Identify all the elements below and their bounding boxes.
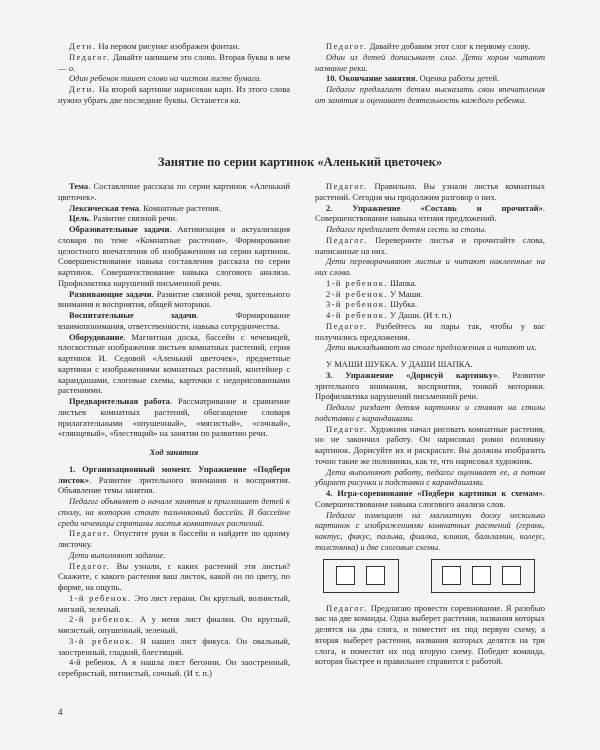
paragraph: 3-й ребенок. Шубка. [326, 299, 418, 310]
paragraph: 2-й ребенок. У Маши. [326, 288, 423, 299]
lexical-topic: Лексическая тема. Комнатные растения. [69, 202, 221, 213]
section-heading: 4. Игра-соревнование «Подбери картинки к схемам». Совершенствование навыка слогового анализа слов. [315, 488, 545, 509]
section-heading: 1. Организационный момент. Упражнение «Подбери листок». Развитие зрительного внимания и восприятия. Объявление темы занятия. [58, 463, 290, 496]
stage-direction: Педагог помещает на магнитную доску несколько картинок с изображениями комнатных растений (герань, кактус, фикус, пальма, фиалка, кливия, бальзамин, колеус, толстянка) и две слоговые схемы. [315, 509, 545, 552]
section-heading: 3. Упражнение «Дорисуй картинку». Развитие зрительного внимания, восприятия, тонкой моторики. Профилактика нарушений письменной речи. [315, 369, 545, 402]
section-heading: 10. Окончание занятия. Оценка работы детей. [326, 73, 500, 84]
stage-direction: Педагог объявляет о начале занятия и приглашает детей к столу, на котором стоит пальчиковый бассейн. В бассейне среди чечевицы спрятаны листья комнатных растений. [58, 496, 290, 528]
syllable-cell [442, 566, 461, 585]
paragraph: 4-й ребенок. А я нашла лист бегонии. Он заостренный, серебристый, пятнистый, сочный. (И т. п.) [58, 657, 290, 678]
main-right-column [315, 181, 545, 667]
stage-direction: Педагог предлагает детям сесть за столы. [326, 224, 487, 234]
syllable-cell [472, 566, 491, 585]
topic: Тема. Составление рассказа по серии картинок «Аленький цветочек». [58, 181, 290, 202]
paragraph: 1-й ребенок. Это лист герани. Он круглый, волнистый, мягкий, зеленый. [58, 592, 290, 614]
sentences: У МАШИ ШУБКА. У ДАШИ ШАПКА. [326, 359, 473, 369]
lesson-course-heading: Ход занятия [149, 447, 199, 457]
paragraph: Педагог. Переверните листья и прочитайте слова, написанные на них. [315, 234, 545, 256]
paragraph: Педагог. Художник начал рисовать комнатные растения, но не закончил работу. Он нарисовал ровно половину картинок. Дорисуйте их и раскрасьте. Вы должны изобразить точно такие же половинки, как те, что нарисовал художник. [315, 423, 545, 466]
equipment: Оборудование. Магнитная доска, бассейн с чечевицей, плоскостные изображения листьев комнатных растений, серия картинок И. Седовой «Аленький цветочек», предметные картинки с изображениями комнатных растений, контейнер с карандашами, слоговые схемы, карточки с недорисованными растениями. [58, 331, 290, 396]
paragraph: Педагог. Опустите руки в бассейн и найдите по одному листочку. [58, 528, 290, 549]
stage-direction: Педагог раздает детям картинки и ставит на столы подставки с карандашами. [315, 402, 545, 423]
paragraph: 3-й ребенок. Я нашел лист фикуса. Он овальный, заостренный, гладкий, блестящий. [58, 635, 290, 657]
top-right-column [315, 41, 545, 106]
paragraph: 4-й ребенок. У Даши. (И т. п.) [326, 310, 452, 320]
stage-direction: Дети выполняют задание. [69, 549, 166, 560]
paragraph: Дети. На первом рисунке изображен фонтан. [69, 41, 240, 51]
syllable-scheme-two [323, 559, 399, 593]
paragraph: Педагог. Разбейтесь на пары так, чтобы у вас получились предложения. [315, 320, 545, 342]
page-number: 4 [58, 707, 63, 717]
stage-direction: Один ребенок пишет слово на чистом листе бумаги. [69, 73, 262, 84]
syllable-cell [366, 566, 385, 585]
paragraph: Педагог. Вы узнали, с каких растений эти листья? Скажите, с какого растения ваш листок, какой он по цвету, по форме, на ощупь. [58, 560, 290, 592]
preliminary-work: Предварительная работа. Рассматривание и сравнение листьев комнатных растений, обогащение словаря прилагательными «опушенный», «мясистый», «сочный», «глянцевый», «блестящий» на занятии по развитию речи. [58, 396, 290, 439]
paragraph: 2-й ребенок. А у меня лист фиалки. Он круглый, мясистый, опушенный, зеленый. [58, 614, 290, 635]
stage-direction: Дети выкладывают на столе предложения и читают их. [326, 342, 537, 353]
section-heading: 2. Упражнение «Составь и прочитай». Совершенствование навыка чтения предложений. [315, 202, 545, 224]
paragraph: Педагог. Предлагаю провести соревнование. Я разобью вас на две команды. Одна выберет растения, названия которых делятся на два слога, и поместит их под первую схему, а вторая выберет растения, названия которых делятся на три слога, и поместит их под вторую схему. Победит команда, которая быстрее и правильнее справится с работой. [315, 602, 545, 667]
goal: Цель. Развитие связной речи. [69, 213, 178, 224]
stage-direction: Один из детей дописывает слог. Дети хором читают название реки. [315, 51, 545, 73]
main-left-column [58, 181, 290, 679]
syllable-schemes [315, 559, 545, 599]
paragraph: Дети. На второй картинке нарисован карп. Из этого слова нужно убрать две последние буквы. Останется ка. [58, 84, 290, 105]
upbringing-tasks: Воспитательные задачи. Формирование взаимопонимания, ответственности, навыка сотрудничества. [58, 310, 290, 331]
educational-tasks: Образовательные задачи. Активизация и актуализация словаря по теме «Комнатные растения». Формирование целостного впечатления об изображенном на серии картинок. Совершенствование навыка составления рассказа по серии картинок. Совершенствование навыка слогового анализа. Профилактика нарушений письменной речи. [58, 224, 290, 288]
syllable-cell [502, 566, 521, 585]
developmental-tasks: Развивающие задачи. Развитие связной речи, зрительного внимания и восприятия, общей моторики. [58, 288, 290, 310]
lesson-title: Занятие по серии картинок «Аленький цветочек» [157, 155, 443, 169]
syllable-scheme-three [431, 559, 535, 593]
top-left-column [58, 41, 290, 106]
stage-direction: Дети выполняют работу, педагог оценивает ее, а потом убирает рисунки и подставки с карандашами. [315, 466, 545, 488]
stage-direction: Дети переворачивают листья и читают наклеенные на них слова. [315, 256, 545, 277]
paragraph: Педагог. Правильно. Вы узнали листья комнатных растений. Сегодня мы продолжим разговор о них. [315, 181, 545, 202]
paragraph: Педагог. Давайте добавим этот слог к первому слову. [326, 41, 530, 51]
paragraph: 1-й ребенок. Шапка. [326, 277, 417, 288]
paragraph: Педагог. Давайте напишем это слово. Вторая буква в нем — о. [58, 51, 290, 73]
syllable-cell [336, 566, 355, 585]
stage-direction: Педагог предлагает детям высказать свои впечатления от занятия и оценивает деятельность каждого ребенка. [315, 84, 545, 105]
